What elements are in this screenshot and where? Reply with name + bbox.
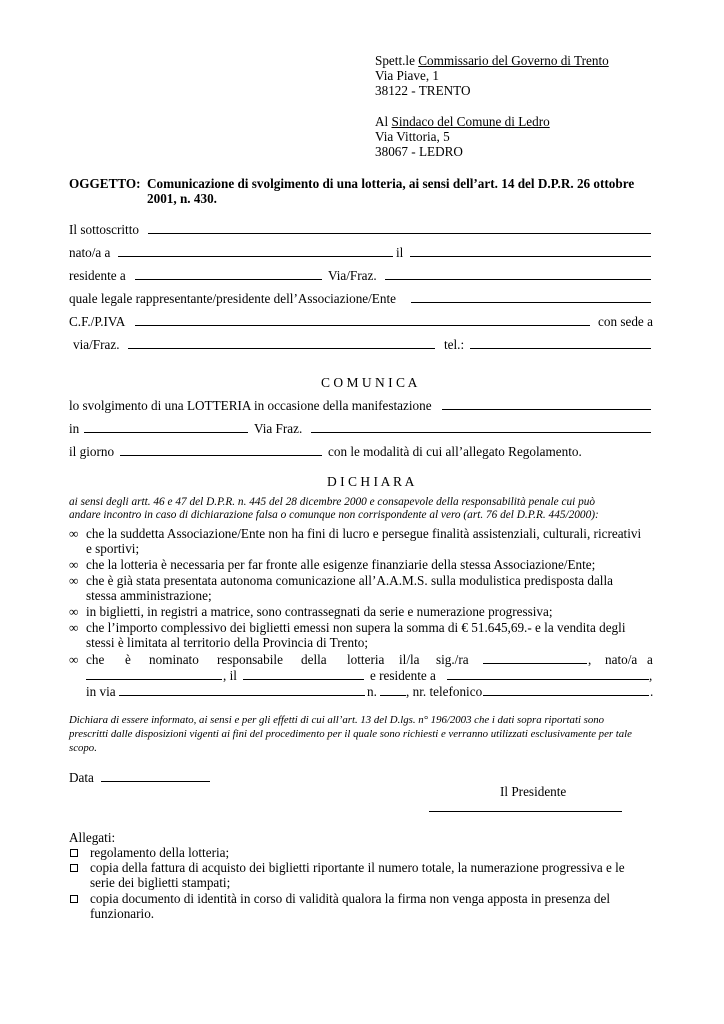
data-label: Data [69,770,94,785]
sede-label: con sede a [598,314,653,329]
manifestazione-field[interactable] [442,398,651,410]
via-fraz-3-label: Via Fraz. [254,421,303,436]
a-label: a [647,652,653,667]
privacy-line-3: scopo. [69,742,97,754]
recipient-name: Commissario del Governo di Trento [418,53,609,68]
word: è [125,652,131,667]
subject-label: OGGETTO: [69,176,141,191]
in-via-label: in via [86,684,116,699]
allegato-2-line-2: serie dei biglietti stampati; [90,875,231,890]
dichiara-item-3-line-2: stessa amministrazione; [86,588,212,603]
recipient-1-street: Via Piave, 1 [375,68,440,83]
modalita-text: con le modalità di cui all’allegato Regolamento. [328,444,582,459]
allegato-3-line-1: copia documento di identità in corso di validità qualora la firma non venga apposta in presenza del [90,891,611,906]
sottoscritto-field[interactable] [148,222,651,234]
il-label: , il [223,668,237,683]
nato-label: nato/a a [69,245,111,260]
telefono-label: , nr. telefonico [406,684,483,699]
word: che [86,652,105,667]
recipient-2-line [375,114,550,129]
dichiara-item-5-line-2: stessi è limitata al territorio della Provincia di Trento; [86,635,369,650]
allegato-1-line-1: regolamento della lotteria; [90,845,230,860]
tel-label: tel.: [444,337,465,352]
responsabile-birthplace-field[interactable] [86,668,222,680]
dichiara-intro-2: andare incontro in caso di dichiarazione falsa o comunque non corrispondente al vero (art. 76 del D.P.R. 445/2000): [69,509,599,521]
residente-field[interactable] [135,268,322,280]
infinity-bullet-icon: ∞ [69,652,79,667]
dichiara-item-1-line-2: e sportivi; [86,541,140,556]
responsabile-line-1 [86,652,104,667]
recipient-2-street: Via Vittoria, 5 [375,129,450,144]
dichiara-item-4-line-1: in biglietti, in registri a matrice, sono contrassegnati da serie e numerazione progressiva; [86,604,553,619]
dichiara-item-1-line-1: che la suddetta Associazione/Ente non ha fini di lucro e persegue finalità assistenziali, culturali, ricreativi [86,526,642,541]
infinity-bullet-icon: ∞ [69,557,79,572]
responsabile-phone-field[interactable] [483,684,649,696]
il-field[interactable] [410,245,651,257]
giorno-field[interactable] [120,444,322,456]
word: della [301,652,327,667]
infinity-bullet-icon: ∞ [69,620,79,635]
n-label: n. [367,684,377,699]
in-label: in [69,421,80,436]
checkbox-icon[interactable] [70,849,78,857]
signature-field[interactable] [429,800,622,812]
recipient-2-city: 38067 - LEDRO [375,144,463,159]
responsabile-street-field[interactable] [119,684,365,696]
checkbox-icon[interactable] [70,895,78,903]
allegati-heading: Allegati: [69,830,116,845]
privacy-line-2: prescritti dalle disposizioni vigenti ai fini del procedimento per il quale sono richiesti e verranno utilizzati esclusivamente per tale [69,728,632,740]
cf-field[interactable] [135,314,590,326]
word: responsabile [217,652,283,667]
in-field[interactable] [84,421,248,433]
comma: , [649,668,653,683]
via-fraz-field[interactable] [385,268,651,280]
responsabile-name-field[interactable] [483,652,587,664]
dichiara-item-2-line-1: che la lotteria è necessaria per far fronte alle esigenze finanziarie della stessa Associazione/Ente; [86,557,596,572]
via-fraz-label: Via/Fraz. [328,268,377,283]
word: lotteria [347,652,385,667]
period: . [650,684,654,699]
tel-field[interactable] [470,337,651,349]
word: nominato [149,652,199,667]
infinity-bullet-icon: ∞ [69,573,79,588]
allegato-3-line-2: funzionario. [90,906,155,921]
il-label: il [396,245,404,260]
responsabile-birthdate-field[interactable] [243,668,364,680]
recipient-name: Sindaco del Comune di Ledro [391,114,550,129]
subject-line-2: 2001, n. 430. [147,191,217,206]
responsabile-residence-field[interactable] [447,668,649,680]
nato-label: nato/a [605,652,638,667]
associazione-field[interactable] [411,291,651,303]
recipient-prefix: Spett.le [375,53,415,68]
checkbox-icon[interactable] [70,864,78,872]
recipient-prefix: Al [375,114,389,129]
dichiara-intro-1: ai sensi degli artt. 46 e 47 del D.P.R. n. 445 del 28 dicembre 2000 e consapevole della responsabilità penale cui può [69,496,596,508]
comunica-heading: C O M U N I C A [321,375,418,390]
via-fraz-3-field[interactable] [311,421,651,433]
dichiara-item-5-line-1: che l’importo complessivo dei biglietti emessi non supera la somma di € 51.645,69.- e la vendita degli [86,620,626,635]
data-field[interactable] [101,770,210,782]
via-fraz-2-field[interactable] [128,337,435,349]
subject-line-1: Comunicazione di svolgimento di una lotteria, ai sensi dell’art. 14 del D.P.R. 26 ottobre [147,176,635,191]
residente-label: e residente a [370,668,436,683]
infinity-bullet-icon: ∞ [69,604,79,619]
presidente-label: Il Presidente [500,784,567,799]
word: sig./ra [436,652,469,667]
recipient-1-line [375,53,609,68]
dichiara-heading: D I C H I A R A [327,474,415,489]
sottoscritto-label: Il sottoscritto [69,222,139,237]
comma: , [588,652,592,667]
dichiara-item-3-line-1: che è già stata presentata autonoma comunicazione all’A.A.M.S. sulla modulistica predisposta dalla [86,573,613,588]
giorno-label: il giorno [69,444,115,459]
cf-label: C.F./P.IVA [69,314,126,329]
responsabile-number-field[interactable] [380,684,406,696]
privacy-line-1: Dichiara di essere informato, ai sensi e per gli effetti di cui all’art. 13 del D.lgs. n° 196/2003 che i dati sopra riportati sono [69,714,605,726]
word: il/la [399,652,420,667]
residente-label: residente a [69,268,126,283]
via-fraz-2-label: via/Fraz. [73,337,120,352]
recipient-1-city: 38122 - TRENTO [375,83,471,98]
comunica-line: lo svolgimento di una LOTTERIA in occasione della manifestazione [69,398,432,413]
infinity-bullet-icon: ∞ [69,526,79,541]
allegato-2-line-1: copia della fattura di acquisto dei biglietti riportante il numero totale, la numerazione progressiva e le [90,860,625,875]
nato-field[interactable] [118,245,393,257]
rappresentante-label: quale legale rappresentante/presidente dell’Associazione/Ente [69,291,396,306]
